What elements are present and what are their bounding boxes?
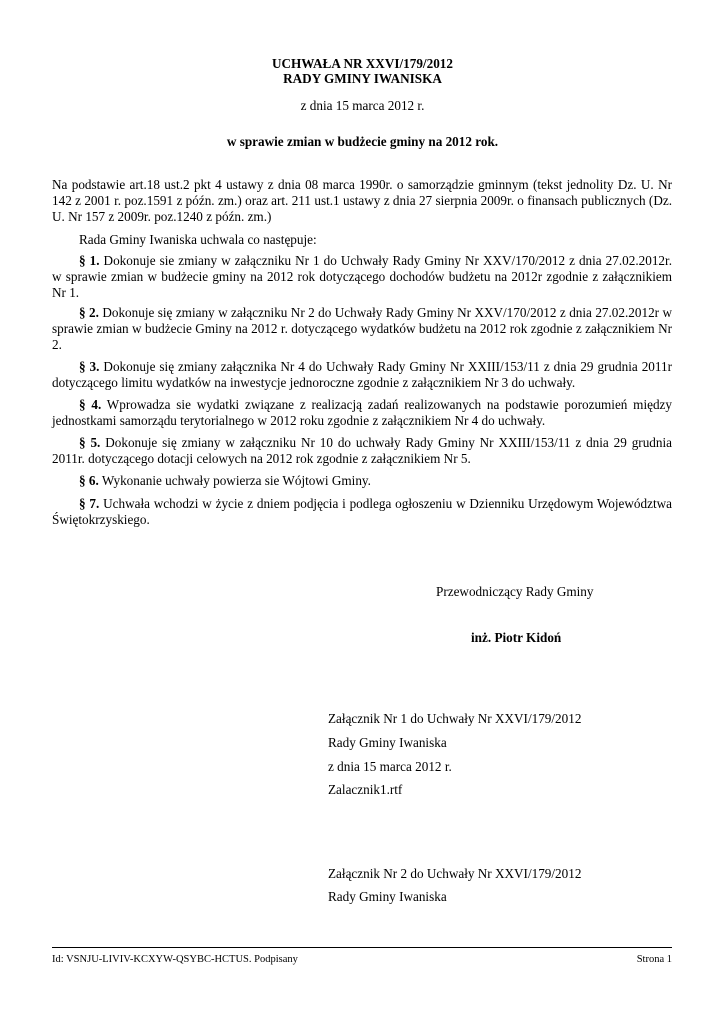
attachment-1-council: Rady Gminy Iwaniska: [328, 735, 447, 750]
section-4: [52, 397, 672, 429]
council-name: RADY GMINY IWANISKA: [283, 71, 442, 86]
section-mark: § 3.: [79, 359, 100, 374]
attachment-1-title: Załącznik Nr 1 do Uchwały Nr XXVI/179/2012: [328, 711, 582, 726]
resolution-date: z dnia 15 marca 2012 r.: [300, 98, 425, 113]
section-mark: § 4.: [79, 397, 102, 412]
signature-role: Przewodniczący Rady Gminy: [436, 584, 594, 599]
section-5: [52, 435, 672, 467]
section-text: Dokonuje się zmiany w załączniku Nr 10 do uchwały Rady Gminy Nr XXIII/153/11 z dnia 29 grudnia 2011r. dotyczącego dotacji celowych na 2012 rok zgodnie z załącznikiem Nr 5.: [52, 435, 673, 466]
attachment-2-council: Rady Gminy Iwaniska: [328, 889, 447, 904]
section-text: Wprowadza sie wydatki związane z realizacją zadań realizowanych na podstawie porozumień między jednostkami samorządu terytorialnego w 2012 roku zgodnie z załącznikiem Nr 4 do uchwały.: [52, 397, 672, 428]
section-2: [52, 305, 672, 353]
section-text: Wykonanie uchwały powierza sie Wójtowi Gminy.: [98, 473, 371, 488]
resolution-number: UCHWAŁA NR XXVI/179/2012: [272, 56, 453, 71]
section-mark: § 1.: [79, 253, 100, 268]
footer-divider: [52, 947, 672, 948]
section-text: Dokonuje sie zmiany w załączniku Nr 1 do Uchwały Rady Gminy Nr XXV/170/2012 z dnia 27.02.2012r. w sprawie zmian w budżecie gminy na 2012 rok dotyczącego dochodów budżetu na 2012r zgodnie z załącznikiem Nr 1.: [52, 253, 672, 300]
attachment-1-date: z dnia 15 marca 2012 r.: [328, 759, 452, 774]
section-6: [52, 473, 672, 489]
page-number: Strona 1: [636, 954, 672, 965]
signature-name: inż. Piotr Kidoń: [471, 630, 562, 645]
section-text: Dokonuje się zmiany załącznika Nr 4 do Uchwały Rady Gminy Nr XXIII/153/11 z dnia 29 grudnia 2011r dotyczącego limitu wydatków na inwestycje jednoroczne zgodnie z załącznikiem Nr 3 do uchwały.: [52, 359, 672, 390]
section-mark: § 6.: [79, 473, 99, 488]
section-text: Dokonuje się zmiany w załączniku Nr 2 do Uchwały Rady Gminy Nr XXV/170/2012 z dnia 27.02.2012r w sprawie zmian w budżecie Gminy na 2012 r. dotyczącego wydatków budżetu na 2012 rok zgodnie z załącznikiem Nr 2.: [52, 305, 672, 352]
attachment-2-title: Załącznik Nr 2 do Uchwały Nr XXVI/179/2012: [328, 866, 582, 881]
section-7: [52, 496, 672, 528]
legal-basis: Na podstawie art.18 ust.2 pkt 4 ustawy z dnia 08 marca 1990r. o samorządzie gminnym (tekst jednolity Dz. U. Nr 142 z 2001 r. poz.1591 z późn. zm.) oraz art. 211 ust.1 ustawy z dnia 27 sierpnia 2009r. o finansach publicznych (Dz. U. Nr 157 z 2009r. poz.1240 z późn. zm.): [52, 177, 672, 224]
section-mark: § 5.: [79, 435, 101, 450]
section-mark: § 7.: [79, 496, 100, 511]
resolution-subject: w sprawie zmian w budżecie gminy na 2012 rok.: [226, 134, 499, 149]
document-id: Id: VSNJU-LIVIV-KCXYW-QSYBC-HCTUS. Podpisany: [52, 954, 298, 965]
section-text: Uchwała wchodzi w życie z dniem podjęcia i podlega ogłoszeniu w Dzienniku Urzędowym Województwa Świętokrzyskiego.: [52, 496, 673, 527]
section-1: [52, 253, 672, 301]
attachment-1-file: Zalacznik1.rtf: [328, 782, 403, 797]
resolves-clause: Rada Gminy Iwaniska uchwala co następuje:: [79, 232, 317, 247]
section-3: [52, 359, 672, 391]
section-mark: § 2.: [79, 305, 99, 320]
